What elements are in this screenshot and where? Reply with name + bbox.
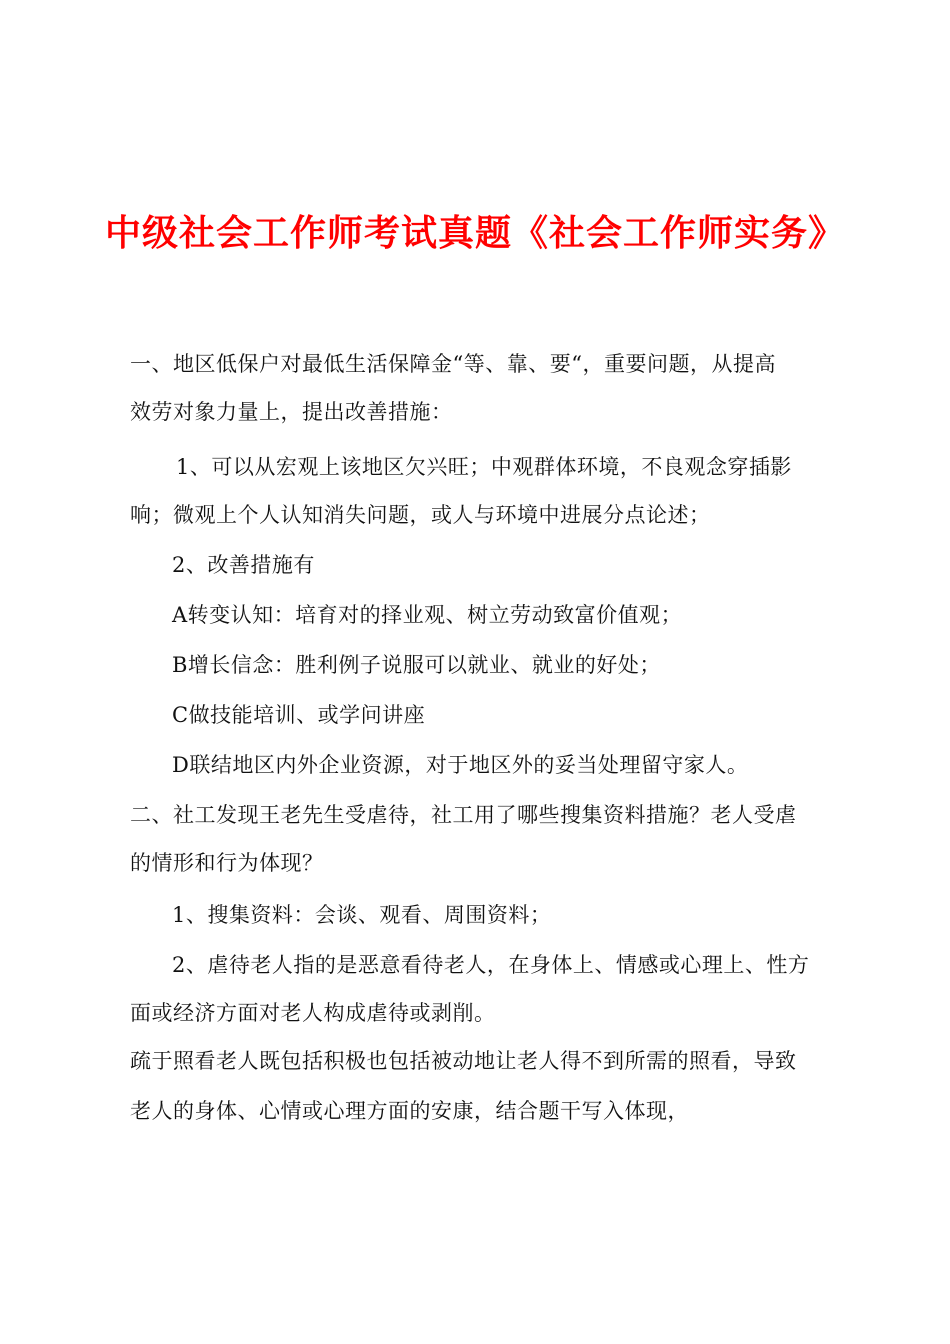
body-line: 2、改善措施有 (172, 553, 315, 577)
body-line: 效劳对象力量上，提出改善措施： (130, 400, 453, 424)
body-line: A转变认知：培育对的择业观、树立劳动致富价值观； (172, 603, 683, 627)
body-line: 的情形和行为体现？ (130, 851, 324, 875)
body-line: 面或经济方面对老人构成虐待或剥削。 (130, 1001, 496, 1025)
body-line: D联结地区内外企业资源，对于地区外的妥当处理留守家人。 (172, 753, 749, 777)
body-line: 1、搜集资料：会谈、观看、周围资料； (172, 903, 552, 927)
body-line: 老人的身体、心情或心理方面的安康，结合题干写入体现， (130, 1099, 689, 1123)
body-line: 二、社工发现王老先生受虐待，社工用了哪些搜集资料措施？老人受虐 (130, 803, 797, 827)
body-line: 一、地区低保户对最低生活保障金“等、靠、要“，重要问题，从提高 (130, 352, 776, 376)
document-title: 中级社会工作师考试真题《社会工作师实务》 (104, 213, 845, 254)
body-line: B增长信念：胜利例子说服可以就业、就业的好处； (172, 653, 661, 677)
body-line: 疏于照看老人既包括积极也包括被动地让老人得不到所需的照看，导致 (130, 1049, 797, 1073)
body-line: 2、虐待老人指的是恶意看待老人，在身体上、情感或心理上、性方 (172, 953, 810, 977)
body-line: 响；微观上个人认知消失问题，或人与环境中进展分点论述； (130, 503, 711, 527)
body-line: 1、可以从宏观上该地区欠兴旺；中观群体环境，不良观念穿插影 (176, 455, 792, 479)
body-line: C做技能培训、或学问讲座 (172, 703, 426, 727)
